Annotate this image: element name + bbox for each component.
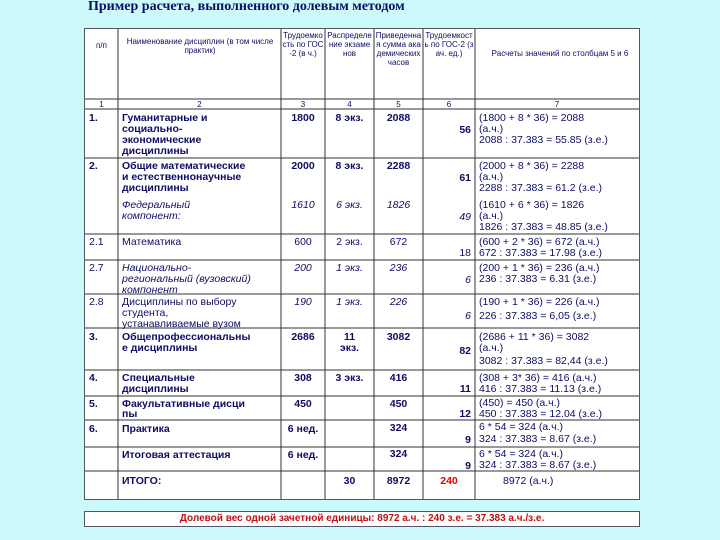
col-number: 6 xyxy=(446,100,452,109)
col-number: 5 xyxy=(396,100,401,109)
header-labor: Трудоемкость по ГОС-2 (в ч.) xyxy=(282,31,324,58)
col-number: 1 xyxy=(99,100,104,109)
header-num: п/п xyxy=(96,41,107,50)
col-number: 7 xyxy=(554,100,560,109)
header-adjusted: Приведенная сумма академических часов xyxy=(375,31,422,67)
page-title: Пример расчета, выполненного долевым методом xyxy=(88,0,405,14)
footer-note: Долевой вес одной зачетной единицы: 8972 а.ч. : 240 з.е. = 37.383 а.ч./з.е. xyxy=(84,511,640,527)
col-number: 3 xyxy=(300,100,306,109)
table-frame: п/п Наименование дисциплин (в том числе практик) Трудоемкость по ГОС-2 (в ч.) Распределение экзаменов Приведенная сумма академических часов Трудоемкость по ГОС-2 (зач. ед.) Расчеты значений по столбцам 5 и 6 1 2 3 4 5 6 7 1. Гуманитарные и социально- экономические дисциплины 1800 8 экз. 2088 56 (1800 + 8 * 36) = 2088 (а.ч.) 2088 : 37.383 = 55.85 (з.е.) 2. Общие математические и естественнонаучные дисциплины 2000 8 экз. 2288 61 (2000 + 8 * 36) = 2288 (а.ч.) 2288 : 37.383 = 61.2 (з.е.) Федеральный компонент: 1610 6 экз. 1826 49 (1610 + 6 * 36) = 1826 (а.ч.) 1826 : 37.383 = 48.85 (з.е.) 2.1 Математика 600 2 экз. 672 18 (600 + 2 * 36) = 672 (а.ч.) 672 : 37.383 = 17.98 (з.е.) 2.7 Национально- региональный (вузовский) компонент 200 1 экз. 236 6 (200 + 1 * 36) = 236 (а.ч.) 236 : 37.383 = 6.31 (з.е.) 2.8 Дисциплины по выбору студента, устанавливаемые вузом 190 1 экз. 226 6 (190 + 1 * 36) = 226 (а.ч.) 226 : 37.383 = 6,05 (з.е.) 3. Общепрофессиональны е дисциплины 2686 11 экз. 3082 82 (2686 + 11 * 36) = 3082 (а.ч.) 3082 : 37.383 = 82,44 (з.е.) 4. Специальные дисциплины 308 3 экз. 416 11 (308 + 3* 36) = 416 (а.ч.) 416 : 37.383 = 11.13 (з.е.) 5. Факультативные дисци пы 450 450 12 (450) = 450 (а.ч.) 450 : 37.383 = 12.04 (з.е.) 6. Практика 6 нед. 324 9 6 * 54 = 324 (а.ч.) 324 : 37.383 = 8.67 (з.е.) Итоговая аттестация 6 нед. 324 9 6 * 54 = 324 (а.ч.) 324 : 37.383 = 8.67 (з.е.) ИТОГО: 30 8972 240 8972 (а.ч.) xyxy=(85,29,639,499)
total-credits: 240 xyxy=(440,475,458,487)
col-number: 4 xyxy=(347,100,352,109)
header-credits: Трудоемкость по ГОС-2 (зач. ед.) xyxy=(424,31,474,58)
col-number: 2 xyxy=(197,100,202,109)
header-name: Наименование дисциплин (в том числе практик) xyxy=(126,37,274,55)
header-distribution: Распределение экзаменов xyxy=(327,31,372,58)
header-calc: Расчеты значений по столбцам 5 и 6 xyxy=(491,49,629,58)
